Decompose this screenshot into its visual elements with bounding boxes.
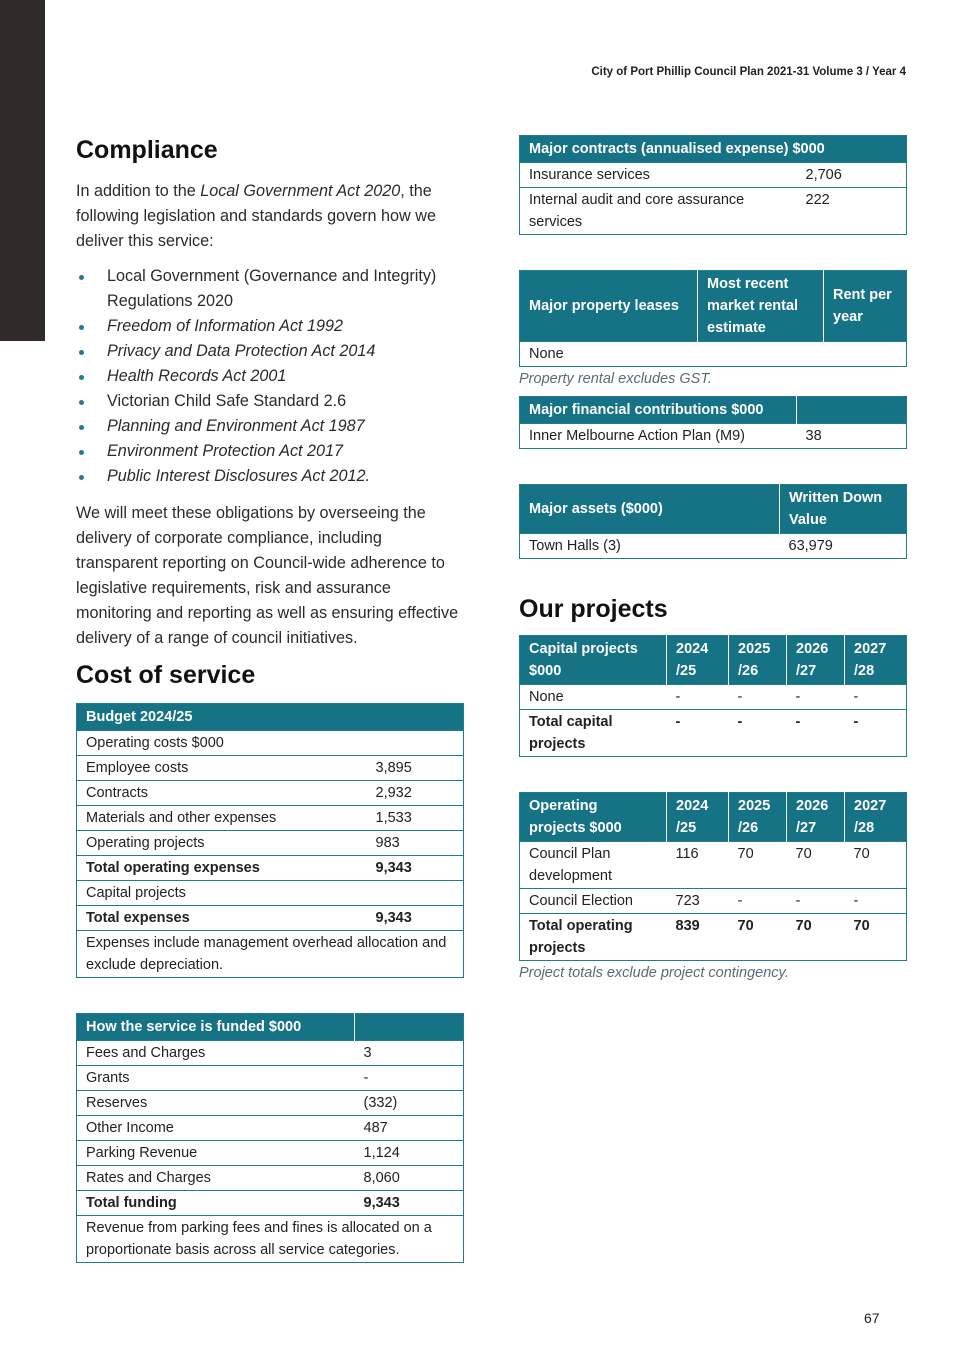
property-cell: [698, 342, 824, 367]
budget-row-label: Capital projects: [77, 881, 367, 906]
capital-header-cell: 2025 /26: [729, 636, 787, 685]
funding-row-value: 1,124: [355, 1141, 464, 1166]
budget-row: [77, 731, 464, 756]
budget-row-label: Total expenses: [77, 906, 367, 931]
legislation-item: Public Interest Disclosures Act 2012.: [76, 464, 464, 489]
funding-row: [77, 1191, 464, 1216]
budget-row-value: 3,895: [367, 756, 464, 781]
property-row: [520, 342, 907, 367]
legislation-item: Local Government (Governance and Integrity) Regulations 2020: [76, 264, 464, 314]
contributions-table: [519, 396, 907, 449]
assets-table: [519, 484, 907, 559]
contracts-table: [519, 135, 907, 235]
funding-row-label: Other Income: [77, 1116, 355, 1141]
capital-project-row: [520, 710, 907, 757]
contract-row: [520, 163, 907, 188]
operating-header-row: [520, 793, 907, 842]
budget-row-label: Total operating expenses: [77, 856, 367, 881]
contract-row-label: Insurance services: [520, 163, 797, 188]
budget-row: [77, 906, 464, 931]
assets-header-cell: Written Down Value: [780, 485, 907, 534]
operating-project-row: [520, 889, 907, 914]
operating-project-row: [520, 914, 907, 961]
funding-note: Revenue from parking fees and fines is allocated on a proportionate basis across all service categories.: [77, 1216, 464, 1263]
contract-row: [520, 188, 907, 235]
capital-project-row: [520, 685, 907, 710]
capital-project-cell: -: [787, 685, 845, 710]
budget-row-value: [367, 731, 464, 756]
capital-project-cell: -: [845, 710, 907, 757]
budget-row-value: [367, 881, 464, 906]
our-projects-heading: Our projects: [519, 595, 668, 623]
budget-row: [77, 781, 464, 806]
budget-row-value: 9,343: [367, 906, 464, 931]
operating-projects-table: [519, 792, 907, 961]
budget-row-label: Materials and other expenses: [77, 806, 367, 831]
capital-header-cell: 2027 /28: [845, 636, 907, 685]
legislation-item: Freedom of Information Act 1992: [76, 314, 464, 339]
operating-project-cell: Council Plan development: [520, 842, 667, 889]
contributions-table-header: Major financial contributions $000: [520, 397, 797, 424]
funding-row: [77, 1041, 464, 1066]
funding-row-label: Rates and Charges: [77, 1166, 355, 1191]
capital-project-cell: -: [787, 710, 845, 757]
asset-row-value: 63,979: [780, 534, 907, 559]
operating-project-cell: 116: [667, 842, 729, 889]
funding-row-value: 487: [355, 1116, 464, 1141]
funding-row-label: Total funding: [77, 1191, 355, 1216]
operating-project-cell: 70: [729, 842, 787, 889]
funding-row-label: Reserves: [77, 1091, 355, 1116]
contributions-table-header-blank: [797, 397, 907, 424]
budget-note: Expenses include management overhead allocation and exclude depreciation.: [77, 931, 464, 978]
property-cell: [824, 342, 907, 367]
capital-project-cell: None: [520, 685, 667, 710]
property-header-cell: Rent per year: [824, 271, 907, 342]
operating-header-cell: Operating projects $000: [520, 793, 667, 842]
running-head: City of Port Phillip Council Plan 2021-31 Volume 3 / Year 4: [591, 66, 906, 78]
operating-project-cell: -: [729, 889, 787, 914]
operating-project-cell: 70: [845, 914, 907, 961]
legislation-item: Planning and Environment Act 1987: [76, 414, 464, 439]
contracts-table-header: Major contracts (annualised expense) $000: [520, 136, 907, 163]
budget-row-value: 2,932: [367, 781, 464, 806]
capital-project-cell: -: [845, 685, 907, 710]
funding-row-label: Parking Revenue: [77, 1141, 355, 1166]
compliance-closing: We will meet these obligations by overseeing the delivery of corporate compliance, including transparent reporting on Council-wide adherence to legislative requirements, risk and assurance monitoring and reporting as well as ensuring effective delivery of a range of council initiatives.: [76, 504, 459, 647]
funding-note-row: [77, 1216, 464, 1263]
page-number: 67: [864, 1310, 880, 1326]
budget-row-label: Operating costs $000: [77, 731, 367, 756]
operating-project-cell: Total operating projects: [520, 914, 667, 961]
budget-row-value: 983: [367, 831, 464, 856]
contract-row-value: 222: [797, 188, 907, 235]
contract-row-label: Internal audit and core assurance services: [520, 188, 797, 235]
budget-row-value: 9,343: [367, 856, 464, 881]
funding-row: [77, 1141, 464, 1166]
property-cell: None: [520, 342, 698, 367]
compliance-intro: In addition to the Local Government Act 2020, the following legislation and standards govern how we deliver this service:: [76, 182, 436, 250]
budget-row: [77, 881, 464, 906]
capital-project-cell: -: [667, 685, 729, 710]
contribution-row-value: 38: [797, 424, 907, 449]
budget-row: [77, 756, 464, 781]
operating-project-cell: Council Election: [520, 889, 667, 914]
budget-note-row: [77, 931, 464, 978]
operating-project-cell: 70: [845, 842, 907, 889]
operating-project-cell: -: [787, 889, 845, 914]
budget-row: [77, 831, 464, 856]
funding-row-value: 3: [355, 1041, 464, 1066]
capital-project-cell: -: [667, 710, 729, 757]
funding-table: [76, 1013, 464, 1263]
legislation-item: Health Records Act 2001: [76, 364, 464, 389]
capital-header-cell: 2026 /27: [787, 636, 845, 685]
compliance-heading: Compliance: [76, 136, 218, 164]
left-column: [76, 135, 464, 1263]
assets-header-cell: Major assets ($000): [520, 485, 780, 534]
capital-projects-table: [519, 635, 907, 757]
asset-row-label: Town Halls (3): [520, 534, 780, 559]
funding-row-value: -: [355, 1066, 464, 1091]
legislation-list: [76, 264, 464, 489]
operating-project-cell: 70: [787, 842, 845, 889]
budget-row-label: Employee costs: [77, 756, 367, 781]
side-color-strip: [0, 0, 45, 341]
legislation-item: Victorian Child Safe Standard 2.6: [76, 389, 464, 414]
contract-row-value: 2,706: [797, 163, 907, 188]
funding-row: [77, 1116, 464, 1141]
funding-table-header-blank: [355, 1014, 464, 1041]
contribution-row: [520, 424, 907, 449]
funding-row: [77, 1091, 464, 1116]
contribution-row-label: Inner Melbourne Action Plan (M9): [520, 424, 797, 449]
property-note: Property rental excludes GST.: [519, 371, 712, 387]
capital-project-cell: Total capital projects: [520, 710, 667, 757]
budget-row: [77, 806, 464, 831]
legislation-item: Privacy and Data Protection Act 2014: [76, 339, 464, 364]
capital-header-row: [520, 636, 907, 685]
operating-project-row: [520, 842, 907, 889]
funding-row-label: Fees and Charges: [77, 1041, 355, 1066]
capital-header-cell: 2024 /25: [667, 636, 729, 685]
cost-of-service-heading: Cost of service: [76, 661, 256, 689]
property-header-cell: Most recent market rental estimate: [698, 271, 824, 342]
capital-header-cell: Capital projects $000: [520, 636, 667, 685]
funding-row-value: 9,343: [355, 1191, 464, 1216]
capital-project-cell: -: [729, 685, 787, 710]
assets-header-row: [520, 485, 907, 534]
operating-project-cell: -: [845, 889, 907, 914]
operating-project-cell: 839: [667, 914, 729, 961]
budget-row-value: 1,533: [367, 806, 464, 831]
funding-row: [77, 1166, 464, 1191]
operating-header-cell: 2024 /25: [667, 793, 729, 842]
property-header-row: [520, 271, 907, 342]
budget-table: [76, 703, 464, 978]
budget-row: [77, 856, 464, 881]
capital-project-cell: -: [729, 710, 787, 757]
operating-header-cell: 2026 /27: [787, 793, 845, 842]
funding-row-value: (332): [355, 1091, 464, 1116]
funding-row: [77, 1066, 464, 1091]
budget-row-label: Operating projects: [77, 831, 367, 856]
asset-row: [520, 534, 907, 559]
operating-project-cell: 70: [787, 914, 845, 961]
funding-row-label: Grants: [77, 1066, 355, 1091]
funding-table-header: How the service is funded $000: [77, 1014, 355, 1041]
operating-project-cell: 723: [667, 889, 729, 914]
funding-row-value: 8,060: [355, 1166, 464, 1191]
property-header-cell: Major property leases: [520, 271, 698, 342]
operating-projects-note: Project totals exclude project contingency.: [519, 965, 789, 981]
operating-project-cell: 70: [729, 914, 787, 961]
budget-row-label: Contracts: [77, 781, 367, 806]
operating-header-cell: 2025 /26: [729, 793, 787, 842]
legislation-item: Environment Protection Act 2017: [76, 439, 464, 464]
property-table: [519, 270, 907, 367]
right-column: [519, 135, 907, 983]
budget-table-header: Budget 2024/25: [77, 704, 464, 731]
operating-header-cell: 2027 /28: [845, 793, 907, 842]
